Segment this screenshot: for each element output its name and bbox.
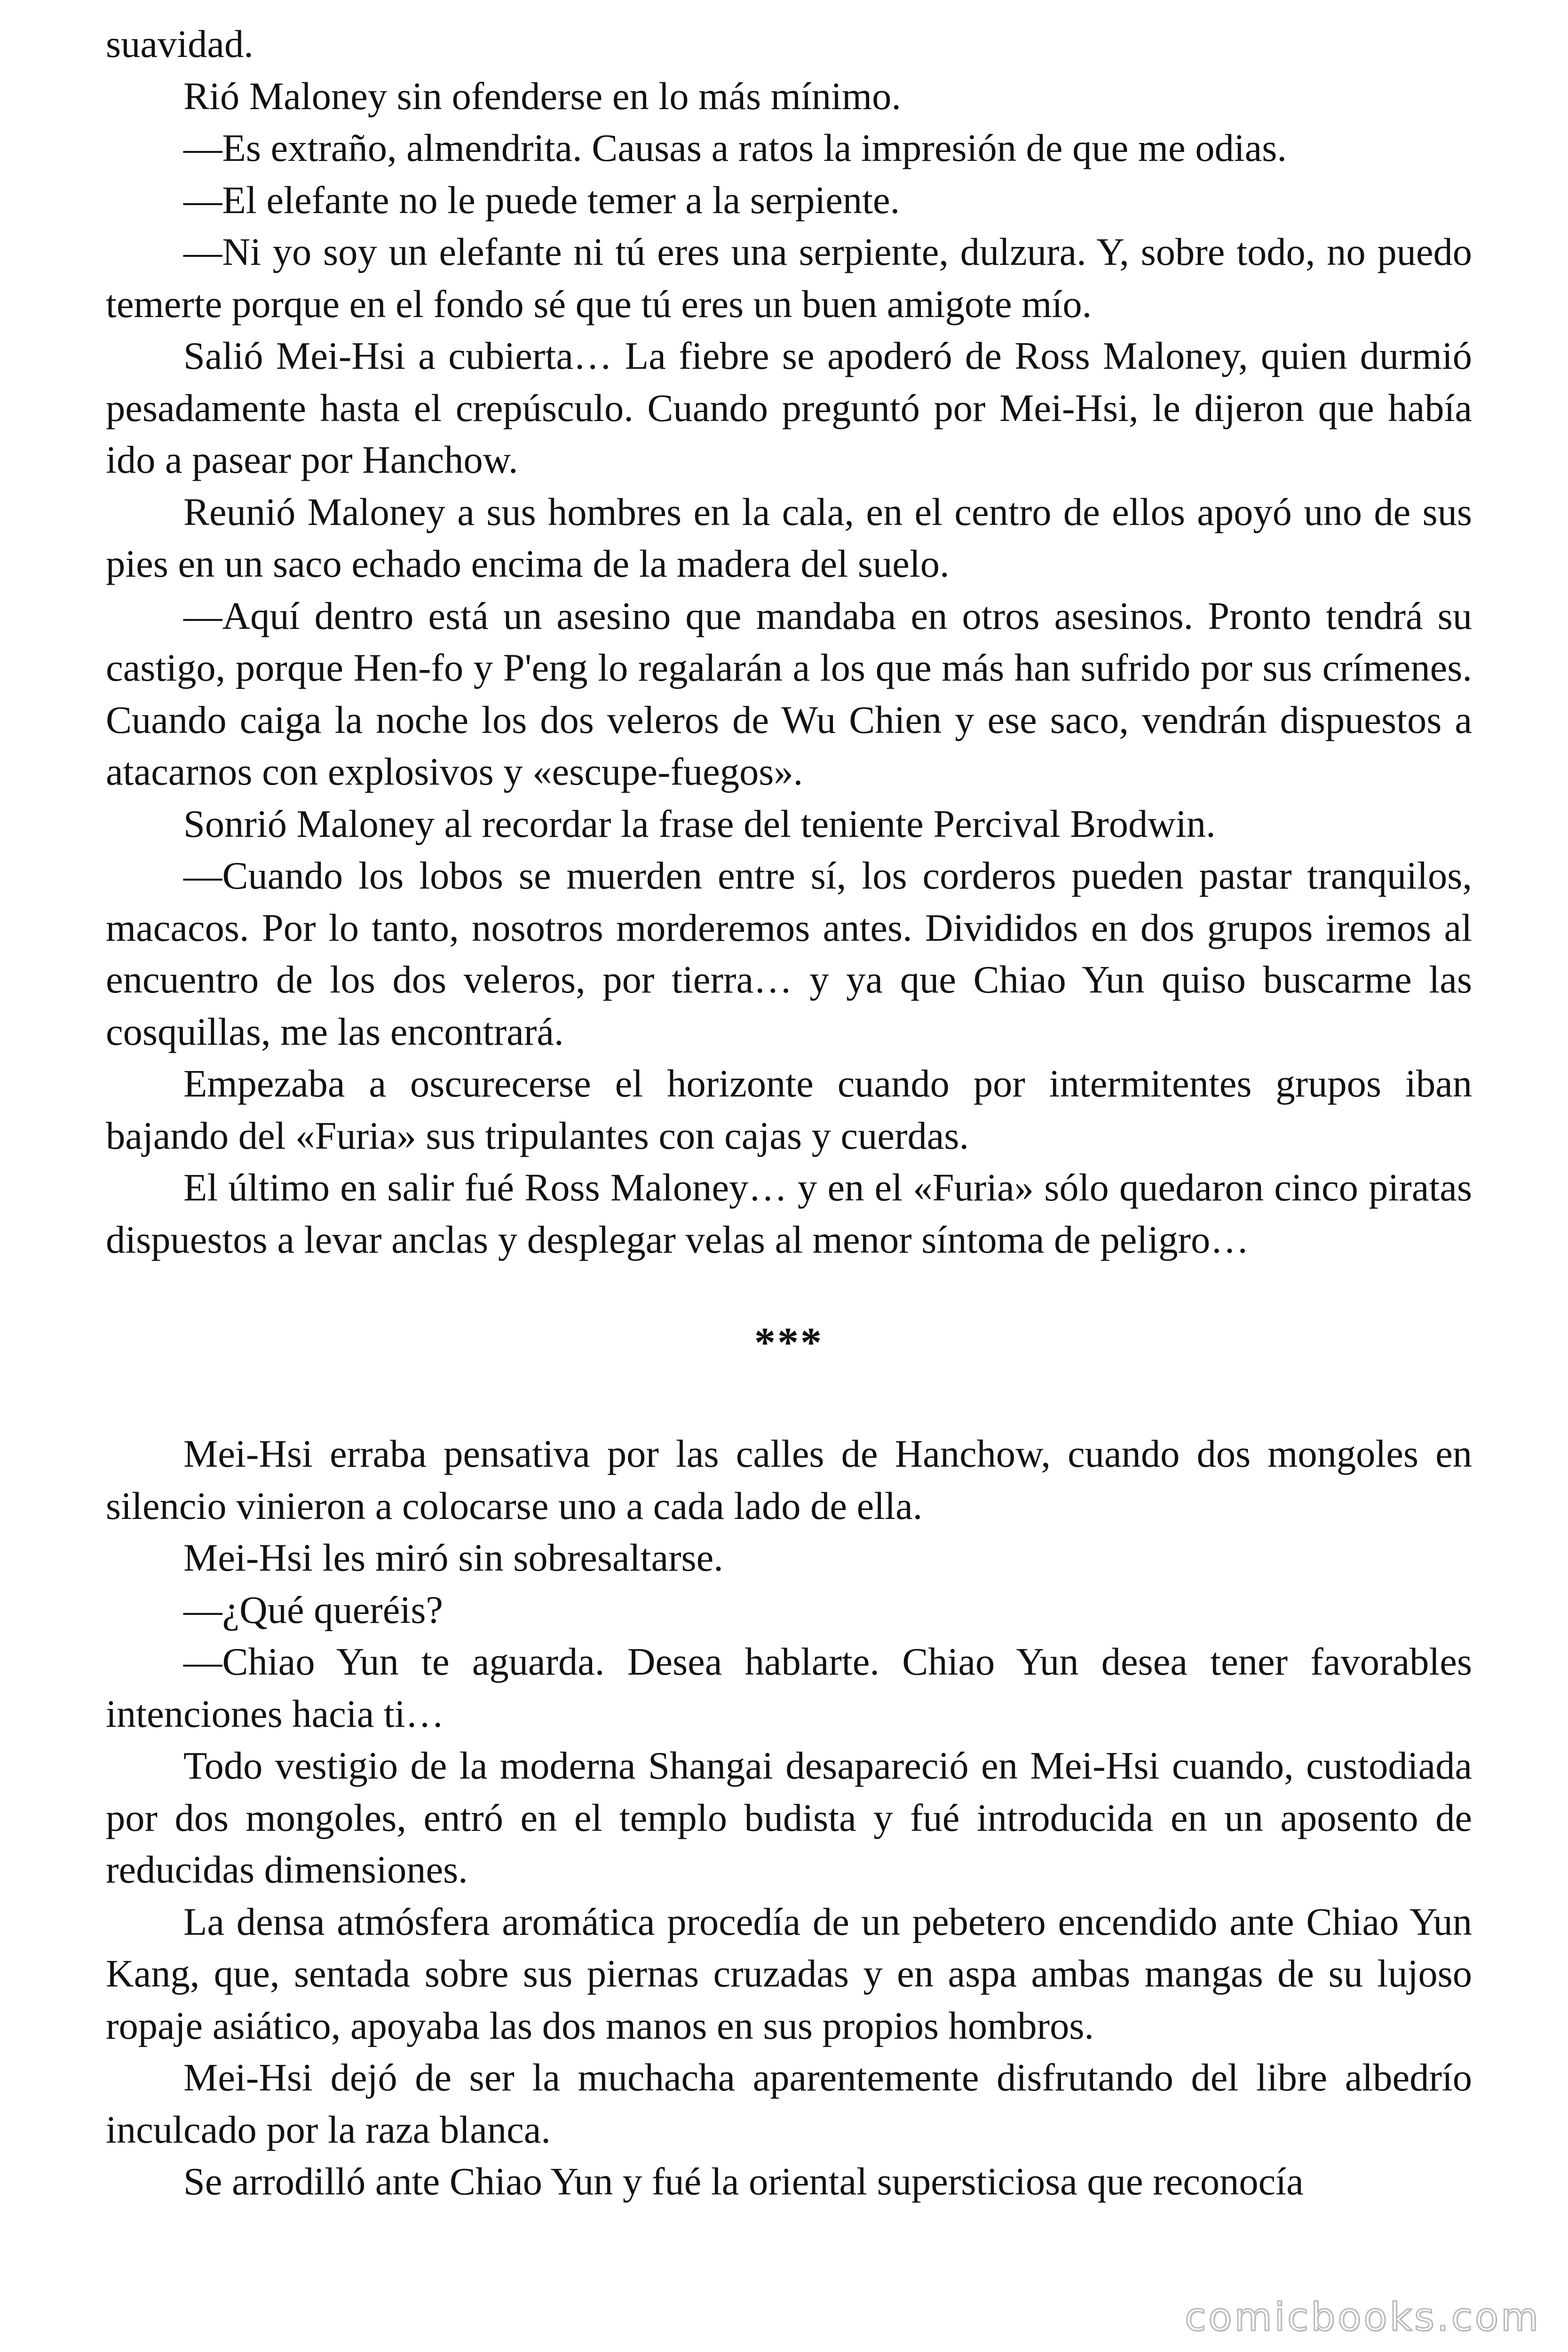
paragraph: —Ni yo soy un elefante ni tú eres una serpiente, dulzura. Y, sobre todo, no puedo temerte porque en el fondo sé que tú eres un buen amigote mío. xyxy=(106,230,1472,326)
paragraph: Mei-Hsi erraba pensativa por las calles de Hanchow, cuando dos mongoles en silencio vinieron a colocarse uno a cada lado de ella. xyxy=(106,1432,1472,1527)
paragraph: —Chiao Yun te aguarda. Desea hablarte. Chiao Yun desea tener favorables intenciones hacia ti… xyxy=(106,1640,1472,1735)
watermark-logo: comicbooks.com xyxy=(1185,2295,1541,2340)
paragraph: El último en salir fué Ross Maloney… y en el «Furia» sólo quedaron cinco piratas dispuestos a levar anclas y desplegar velas al menor síntoma de peligro… xyxy=(106,1166,1472,1261)
paragraph: Mei-Hsi les miró sin sobresaltarse. xyxy=(183,1536,723,1579)
paragraph: Mei-Hsi dejó de ser la muchacha aparentemente disfrutando del libre albedrío inculcado por la raza blanca. xyxy=(106,2056,1472,2151)
text-block-before-separator xyxy=(106,18,1472,1265)
paragraph: Todo vestigio de la moderna Shangai desapareció en Mei-Hsi cuando, custodiada por dos mongoles, entró en el templo budista y fué introducida en un aposento de reducidas dimensiones. xyxy=(106,1744,1472,1891)
text-block-after-separator xyxy=(106,1428,1472,2208)
paragraph: —¿Qué queréis? xyxy=(183,1588,443,1631)
paragraph: Se arrodilló ante Chiao Yun y fué la oriental supersticiosa que reconocía xyxy=(183,2160,1304,2203)
paragraph: —Es extraño, almendrita. Causas a ratos la impresión de que me odias. xyxy=(183,126,1287,169)
paragraph: Rió Maloney sin ofenderse en lo más mínimo. xyxy=(183,74,902,118)
paragraph: suavidad. xyxy=(106,22,253,65)
paragraph: Reunió Maloney a sus hombres en la cala, en el centro de ellos apoyó uno de sus pies en un saco echado encima de la madera del suelo. xyxy=(106,490,1472,585)
paragraph: Sonrió Maloney al recordar la frase del teniente Percival Brodwin. xyxy=(183,802,1216,845)
paragraph: —Aquí dentro está un asesino que mandaba en otros asesinos. Pronto tendrá su castigo, porque Hen-fo y P'eng lo regalarán a los que más han sufrido por sus crímenes. Cuando caiga la noche los dos veleros de Wu Chien y ese saco, vendrán dispuestos a atacarnos con explosivos y «escupe-fuegos». xyxy=(106,594,1472,793)
paragraph: Salió Mei-Hsi a cubierta… La fiebre se apoderó de Ross Maloney, quien durmió pesadamente hasta el crepúsculo. Cuando preguntó por Mei-Hsi, le dijeron que había ido a pasear por Hanchow. xyxy=(106,334,1472,481)
paragraph: —El elefante no le puede temer a la serpiente. xyxy=(183,178,900,222)
scene-separator: *** xyxy=(754,1319,824,1366)
paragraph: —Cuando los lobos se muerden entre sí, los corderos pueden pastar tranquilos, macacos. Por lo tanto, nosotros morderemos antes. Divididos en dos grupos iremos al encuentro de los dos veleros, por tierra… y ya que Chiao Yun quiso buscarme las cosquillas, me las encontrará. xyxy=(106,854,1472,1053)
book-page xyxy=(106,18,1472,2208)
paragraph: Empezaba a oscurecerse el horizonte cuando por intermitentes grupos iban bajando del «Furia» sus tripulantes con cajas y cuerdas. xyxy=(106,1062,1472,1157)
paragraph: La densa atmósfera aromática procedía de un pebetero encendido ante Chiao Yun Kang, que, sentada sobre sus piernas cruzadas y en aspa ambas mangas de su lujoso ropaje asiático, apoyaba las dos manos en sus propios hombros. xyxy=(106,1899,1472,2047)
